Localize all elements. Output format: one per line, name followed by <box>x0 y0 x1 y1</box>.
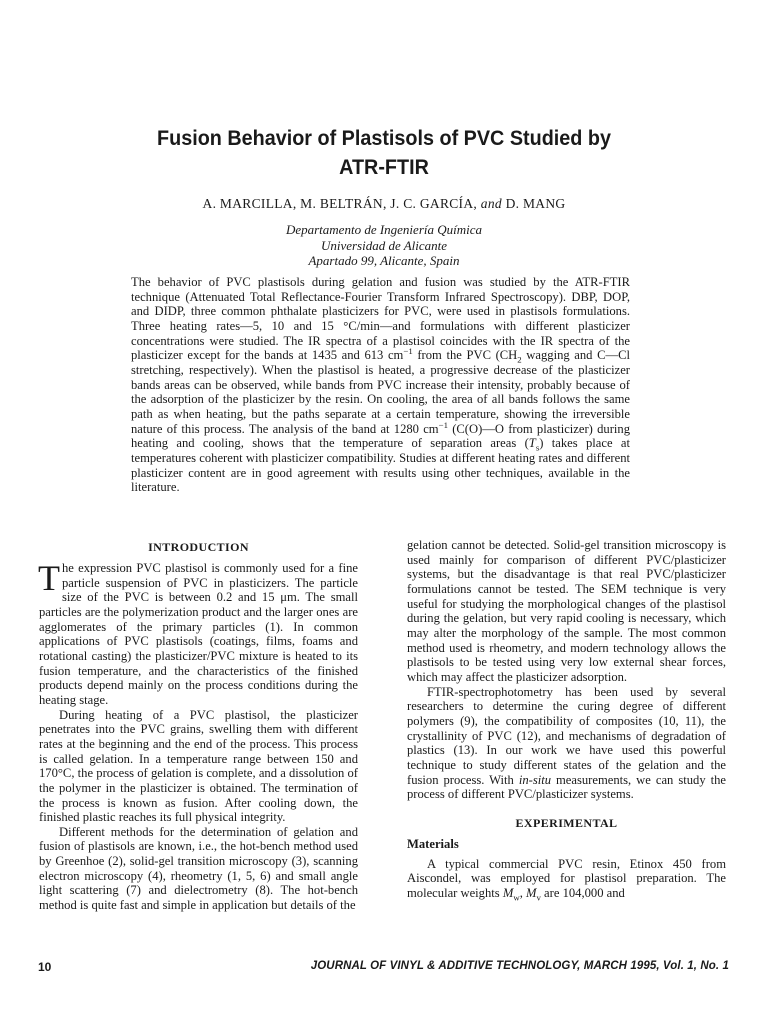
right-p2-text-a: FTIR-spectrophotometry has been used by several researchers to determine the curing degree of different polymers (9), the compatibility of composites (10, 11), the crystallinity of PVC (12), and mechanisms of degradation of plastics (13). In our work we have used this powerful technique to study different states of the gelation and the fusion process. With <box>407 684 726 787</box>
affiliation-line-2: Universidad de Alicante <box>320 237 448 253</box>
introduction-p1-text-a: he expression PVC plastisol is commonly used for a fine particle suspension of PVC in plasticizers. The particle size of the PVC is between 0.2 and 15 <box>62 561 358 605</box>
authors-and: and <box>480 196 502 211</box>
in-situ-text: in-situ <box>518 772 552 787</box>
right-paragraph-1: gelation cannot be detected. Solid-gel transition microscopy is used mainly for comparison of different PVC/plasticizer systems, but the disadvantage is that real PVC/plasticizer formulations cannot be tested. The SEM technique is very useful for studying the morphological changes of the plastisol during the gelation, but very rapid cooling is necessary, which may alter the morphology of the sample. The most common method used is rheometry, and modern technology allows the plastisols to be tested using very low external shear forces, which may affect the plasticizer adsorption. <box>407 538 726 684</box>
mv-symbol: M <box>526 886 537 901</box>
abstract-superscript-2: −1 <box>438 419 448 430</box>
experimental-heading: EXPERIMENTAL <box>515 815 618 830</box>
abstract-ts-symbol: T <box>528 436 536 451</box>
abstract-text-2: from the PVC (CH <box>412 348 518 363</box>
introduction-p1-text-b: m. The small particles are the polymerization product and the larger ones are agglomerates of the primary particles (1). In common applications of PVC plastisols (coatings, films, foams and rotational casting) the plasticizer/PVC mixture is heated to its fusion temperature, and the characteristics of the finished products depend mainly on the process conditions during the heating stage. <box>39 590 358 707</box>
abstract-text-4: (C(O)—O from plasticizer) during heating and cooling, shows that the temperature of separation areas ( <box>131 421 630 451</box>
paper-title-line-1: Fusion Behavior of Plastisols of PVC Studied by <box>157 126 611 150</box>
mw-mv-separator: , <box>519 886 526 901</box>
abstract-text-5: ) takes place at temperatures coherent with plasticizer compatibility. Studies at different heating rates and different plasticizer content are in good agreement with results using other techniques, available in the literature. <box>131 436 630 495</box>
introduction-heading: INTRODUCTION <box>148 540 249 554</box>
mw-symbol: M <box>502 886 514 901</box>
mw-subscript: w <box>513 892 520 903</box>
materials-text-a: A typical commercial PVC resin, Etinox 450 from Aiscondel, was employed for plastisol preparation. The molecular weights <box>407 856 726 901</box>
affiliation <box>150 222 618 269</box>
abstract-text-3: wagging and C—Cl stretching, respectively). When the plastisol is heated, a progressive decrease of the plasticizer bands areas can be observed, while bands from PVC increase their intensity, probably because of the adsorption of the plasticizer by the resin. On cooling, the area of all bands follows the same path as when heating, but the paths separate at a certain temperature, showing the irreversible nature of this process. The analysis of the band at 1280 cm <box>131 348 630 436</box>
introduction-paragraph-2: During heating of a PVC plastisol, the plasticizer penetrates into the PVC grains, swelling them with different rates at the beginning and the end of the process. This process is called gelation. In a temperature range between 150 and 170°C, the process of gelation is complete, and a dissolution of the polymer in the plasticizer is obtained. The termination of the process is known as fusion. After cooling down, the finished plastic reaches its full physical integrity. <box>39 707 358 825</box>
paper-title <box>123 124 646 182</box>
right-column <box>407 538 726 901</box>
abstract <box>131 275 630 495</box>
right-paragraph-2 <box>407 685 726 802</box>
introduction-paragraph-1 <box>38 558 358 708</box>
drop-cap: T <box>38 558 60 598</box>
abstract-ts-subscript: s <box>535 442 540 453</box>
page-number: 10 <box>38 960 52 974</box>
materials-heading: Materials <box>407 836 459 851</box>
authors-main: A. MARCILLA, M. BELTRÁN, J. C. GARCÍA, <box>202 196 478 211</box>
materials-text-b: are 104,000 and <box>540 886 625 901</box>
authors-last: D. MANG <box>505 196 566 211</box>
paper-title-line-2: ATR-FTIR <box>339 155 429 179</box>
abstract-superscript-1: −1 <box>403 346 413 357</box>
introduction-paragraph-3: Different methods for the determination of gelation and fusion of plastisols are known, i.e., the hot-bench method used by Greenhoe (2), solid-gel transition microscopy (3), scanning electron microscopy (4), rheometry (1, 5, 6) and small angle light scattering (7) and dielectrometry (8). The hot-bench method is quite fast and simple in application but details of the <box>39 824 358 913</box>
author-list <box>100 196 668 212</box>
left-column <box>39 540 358 913</box>
right-p2-text-b: measurements, we can study the process of different PVC/plasticizer systems. <box>407 772 726 802</box>
journal-footer: JOURNAL OF VINYL & ADDITIVE TECHNOLOGY, MARCH 1995, Vol. 1, No. 1 <box>310 960 729 972</box>
abstract-text-1: The behavior of PVC plastisols during gelation and fusion was studied by the ATR-FTIR technique (Attenuated Total Reflectance-Fourier Transform Infrared Spectroscopy). DBP, DOP, and DIDP, three common phthalate plasticizers for PVC, were used in plastisols formulations. Three heating rates—5, 10 and 15 °C/min—and formulations with different plasticizer concentrations were studied. The IR spectra of a plastisol coincides with the IR spectra of the plasticizer except for the bands at 1435 and 613 cm <box>131 275 630 363</box>
affiliation-line-3: Apartado 99, Alicante, Spain <box>308 253 460 268</box>
mu-symbol: μ <box>280 590 287 605</box>
affiliation-line-1: Departamento de Ingeniería Química <box>285 222 483 237</box>
mv-subscript: v <box>536 892 541 903</box>
abstract-subscript-1: 2 <box>517 354 522 365</box>
materials-paragraph <box>407 857 726 901</box>
